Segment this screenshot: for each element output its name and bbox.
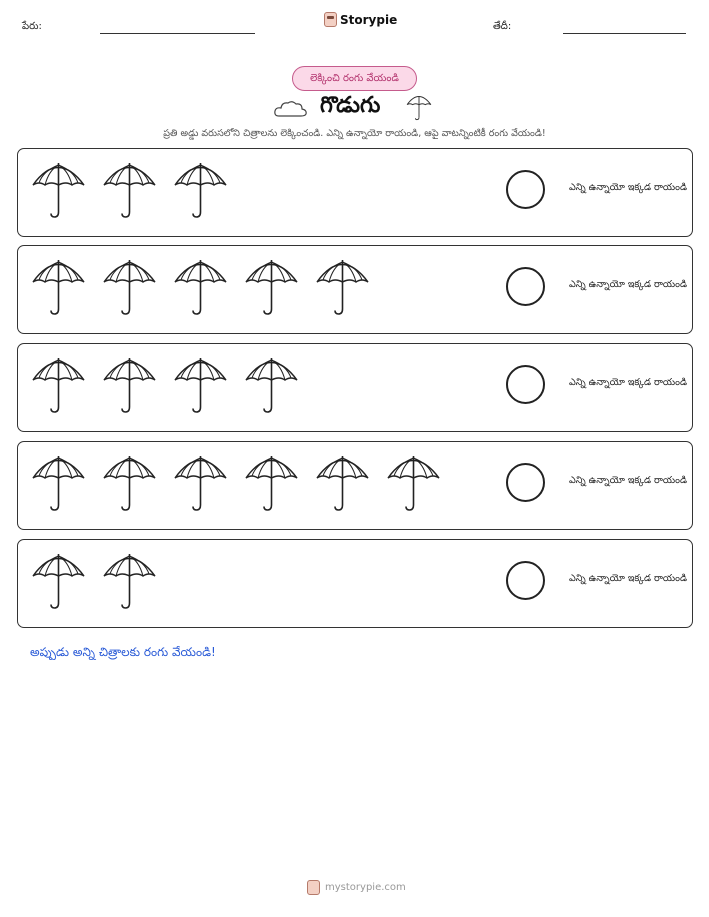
- umbrella-icon[interactable]: [30, 160, 87, 220]
- counting-row: [17, 441, 693, 530]
- footer: [307, 880, 406, 895]
- storypie-logo-icon: [324, 12, 337, 27]
- answer-label: ఎన్ని ఉన్నాయో ఇక్కడ రాయండి: [568, 377, 687, 388]
- umbrella-icon[interactable]: [101, 551, 158, 611]
- answer-label: ఎన్ని ఉన్నాయో ఇక్కడ రాయండి: [568, 182, 687, 193]
- date-label: తేదీ:: [493, 21, 512, 32]
- umbrella-icon[interactable]: [243, 355, 300, 415]
- worksheet-header: [0, 0, 709, 50]
- counting-row: [17, 148, 693, 237]
- answer-label: ఎన్ని ఉన్నాయో ఇక్కడ రాయండి: [568, 573, 687, 584]
- umbrella-icon[interactable]: [243, 453, 300, 513]
- answer-circle[interactable]: [506, 365, 545, 404]
- counting-row: [17, 539, 693, 628]
- umbrella-icon[interactable]: [30, 355, 87, 415]
- storypie-logo: [324, 12, 397, 27]
- page-title: గొడుగు: [320, 93, 381, 118]
- umbrella-icon[interactable]: [172, 355, 229, 415]
- cloud-icon: [274, 100, 308, 118]
- umbrella-icon[interactable]: [314, 453, 371, 513]
- umbrella-icon[interactable]: [172, 453, 229, 513]
- footer-url: mystorypie.com: [325, 882, 406, 893]
- umbrella-group: [30, 551, 158, 611]
- umbrella-icon[interactable]: [172, 160, 229, 220]
- umbrella-title-icon: [404, 93, 434, 121]
- footer-logo-icon: [307, 880, 320, 895]
- umbrella-group: [30, 453, 442, 513]
- name-label: పేరు:: [22, 21, 42, 32]
- counting-row: [17, 245, 693, 334]
- closing-instruction: అప్పుడు అన్ని చిత్రాలకు రంగు వేయండి!: [30, 645, 216, 659]
- umbrella-group: [30, 355, 300, 415]
- umbrella-icon[interactable]: [172, 257, 229, 317]
- logo-text: Storypie: [340, 12, 398, 27]
- answer-circle[interactable]: [506, 463, 545, 502]
- activity-badge: లెక్కించి రంగు వేయండి: [292, 66, 417, 91]
- answer-circle[interactable]: [506, 561, 545, 600]
- counting-row: [17, 343, 693, 432]
- umbrella-icon[interactable]: [101, 160, 158, 220]
- instruction-text: ప్రతి అడ్డు వరుసలోని చిత్రాలను లెక్కించండి. ఎన్ని ఉన్నాయో రాయండి, ఆపై వాటన్నింటికీ రంగు వేయండి!: [163, 128, 546, 139]
- umbrella-icon[interactable]: [101, 257, 158, 317]
- title-row: [270, 93, 440, 123]
- umbrella-icon[interactable]: [385, 453, 442, 513]
- umbrella-group: [30, 257, 371, 317]
- date-line: [563, 33, 686, 34]
- umbrella-icon[interactable]: [101, 355, 158, 415]
- umbrella-group: [30, 160, 229, 220]
- answer-circle[interactable]: [506, 170, 545, 209]
- umbrella-icon[interactable]: [30, 551, 87, 611]
- answer-label: ఎన్ని ఉన్నాయో ఇక్కడ రాయండి: [568, 475, 687, 486]
- umbrella-icon[interactable]: [314, 257, 371, 317]
- umbrella-icon[interactable]: [30, 257, 87, 317]
- name-line: [100, 33, 255, 34]
- umbrella-icon[interactable]: [243, 257, 300, 317]
- umbrella-icon[interactable]: [30, 453, 87, 513]
- answer-circle[interactable]: [506, 267, 545, 306]
- answer-label: ఎన్ని ఉన్నాయో ఇక్కడ రాయండి: [568, 279, 687, 290]
- umbrella-icon[interactable]: [101, 453, 158, 513]
